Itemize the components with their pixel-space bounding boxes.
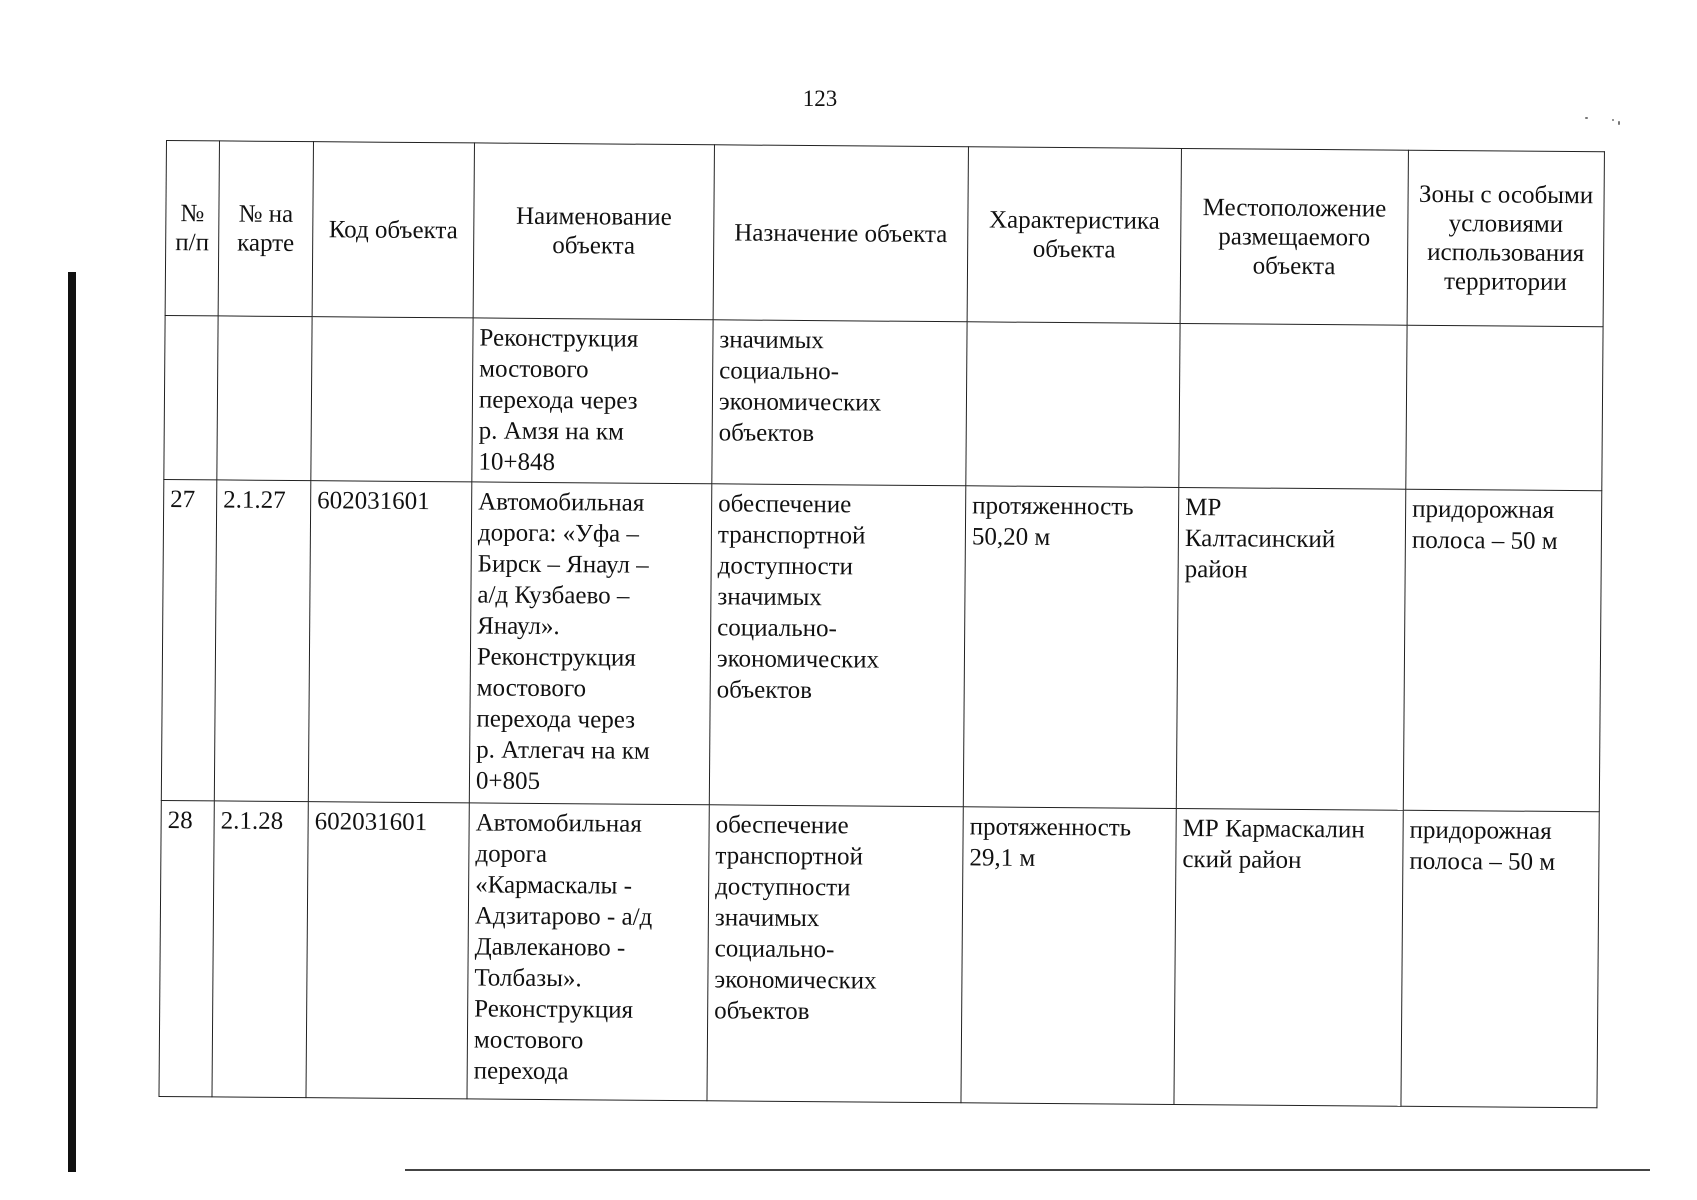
cell-purpose: значимых социально- экономических объектов [712, 320, 967, 486]
cell-location: МР Кармаскалин ский район [1174, 808, 1403, 1106]
scan-edge-bar [68, 272, 76, 1172]
cell-object-name: Автомобильная дорога: «Уфа – Бирск – Янаул – а/д Кузбаево – Янаул». Реконструкция мостового перехода через р. Атлегач на км 0+805 [469, 482, 712, 805]
col-header-location: Местоположение размещаемого объекта [1180, 148, 1408, 325]
bottom-rule [405, 1169, 1650, 1171]
page-number: 123 [802, 86, 838, 111]
cell-zones: придорожная полоса – 50 м [1403, 489, 1602, 812]
cell-number: 27 [161, 479, 217, 800]
scan-speck [1585, 117, 1588, 119]
cell-purpose: обеспечение транспортной доступности значимых социально- экономических объектов [709, 484, 966, 807]
cell-zones: придорожная полоса – 50 м [1401, 810, 1599, 1108]
cell-map-number: 2.1.27 [214, 480, 311, 802]
table-row [164, 315, 1603, 490]
cell-location [1179, 323, 1407, 489]
cell-characteristic: протяженность 50,20 м [963, 486, 1179, 809]
col-header-map-number: № на карте [218, 141, 313, 317]
scan-speck [1618, 121, 1620, 125]
scan-speck [1612, 119, 1614, 121]
cell-object-code: 602031601 [308, 481, 472, 803]
cell-object-name: Реконструкция мостового перехода через р. Амзя на км 10+848 [472, 318, 713, 484]
cell-zones [1406, 325, 1603, 491]
cell-map-number: 2.1.28 [212, 801, 308, 1098]
cell-characteristic [966, 322, 1180, 488]
cell-purpose: обеспечение транспортной доступности значимых социально- экономических объектов [707, 805, 963, 1103]
col-header-object-code: Код объекта [312, 142, 474, 318]
cell-characteristic: протяженность 29,1 м [961, 807, 1176, 1105]
col-header-characteristic: Характеристика объекта [967, 147, 1181, 324]
cell-object-name: Автомобильная дорога «Кармаскалы - Адзитарово - а/д Давлеканово - Толбазы». Реконструкция мостового перехода [467, 803, 709, 1101]
col-header-number: № п/п [165, 141, 219, 316]
table-row [159, 800, 1599, 1107]
objects-table [158, 140, 1604, 1108]
cell-number: 28 [159, 800, 214, 1096]
col-header-object-name: Наименование объекта [473, 143, 714, 320]
col-header-purpose: Назначение объекта [713, 145, 968, 322]
table-row [161, 479, 1601, 811]
col-header-zones: Зоны с особыми условиями использования территории [1407, 150, 1604, 327]
cell-object-code [311, 317, 473, 482]
table-header-row [165, 141, 1604, 327]
cell-location: МР Калтасинский район [1176, 487, 1406, 810]
cell-map-number [217, 316, 312, 481]
cell-number [164, 315, 218, 479]
cell-object-code: 602031601 [306, 802, 469, 1099]
